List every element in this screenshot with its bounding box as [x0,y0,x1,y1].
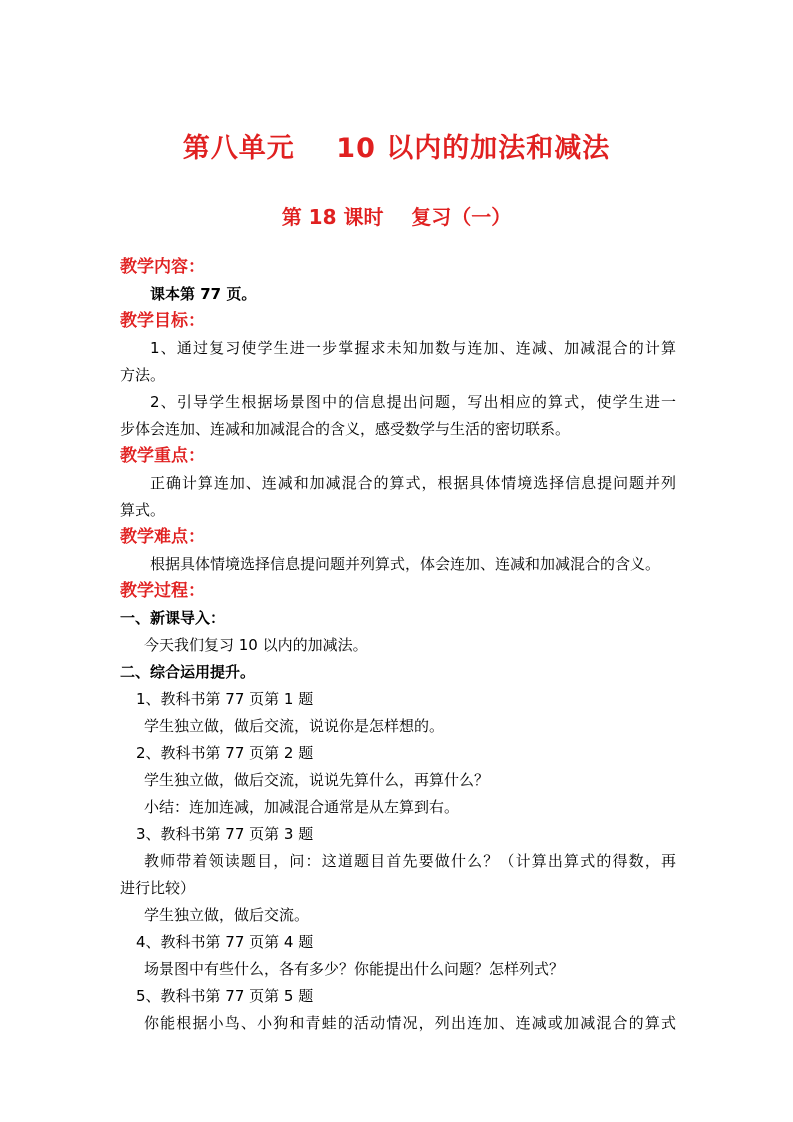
objective-2-line-2: 步体会连加、连减和加减混合的含义，感受数学与生活的密切联系。 [120,420,571,438]
exercise-4-text: 场景图中有些什么，各有多少？你能提出什么问题？怎样列式？ [144,960,565,978]
lesson-subtitle: 第 18 课时 复习（一） [281,205,512,229]
exercise-3-text-line-3: 学生独立做，做后交流。 [144,906,310,924]
exercise-5-title: 5、教科书第 77 页第 5 题 [136,987,314,1005]
objective-1-line-2: 方法。 [120,366,166,384]
section-heading-objectives: 教学目标： [120,311,205,331]
process-step-1-heading: 一、新课导入： [120,609,226,627]
content-text: 课本第 77 页。 [150,285,257,303]
exercise-4-title: 4、教科书第 77 页第 4 题 [136,933,314,951]
unit-title: 第八单元 10 以内的加法和减法 [182,133,611,164]
exercise-3-title: 3、教科书第 77 页第 3 题 [136,825,314,843]
section-heading-content: 教学内容： [120,257,205,277]
key-points-line-1: 正确计算连加、连减和加减混合的算式，根据具体情境选择信息提问题并列 [150,474,676,492]
section-heading-process: 教学过程： [120,581,205,601]
process-step-1-text: 今天我们复习 10 以内的加减法。 [144,636,368,654]
lesson-body [120,254,676,1037]
process-step-2-heading: 二、综合运用提升。 [120,663,256,681]
exercise-3-text-line-2: 进行比较） [120,879,196,897]
exercise-2-summary: 小结：连加连减，加减混合通常是从左算到右。 [144,798,460,816]
exercise-3-text-line-1: 教师带着领读题目，问：这道题目首先要做什么？（计算出算式的得数，再 [144,852,676,870]
section-heading-difficulties: 教学难点： [120,527,205,547]
exercise-1-title: 1、教科书第 77 页第 1 题 [136,690,314,708]
difficulties-text: 根据具体情境选择信息提问题并列算式，体会连加、连减和加减混合的含义。 [150,555,661,573]
exercise-5-text: 你能根据小鸟、小狗和青蛙的活动情况，列出连加、连减或加减混合的算式 [144,1014,676,1032]
key-points-line-2: 算式。 [120,501,166,519]
section-heading-key-points: 教学重点： [120,446,205,466]
objective-1-line-1: 1、通过复习使学生进一步掌握求未知加数与连加、连减、加减混合的计算 [150,339,676,357]
exercise-2-title: 2、教科书第 77 页第 2 题 [136,744,314,762]
objective-2-line-1: 2、引导学生根据场景图中的信息提出问题，写出相应的算式，使学生进一 [150,393,676,411]
exercise-1-text: 学生独立做，做后交流，说说你是怎样想的。 [144,717,445,735]
exercise-2-text: 学生独立做，做后交流，说说先算什么，再算什么？ [144,771,490,789]
